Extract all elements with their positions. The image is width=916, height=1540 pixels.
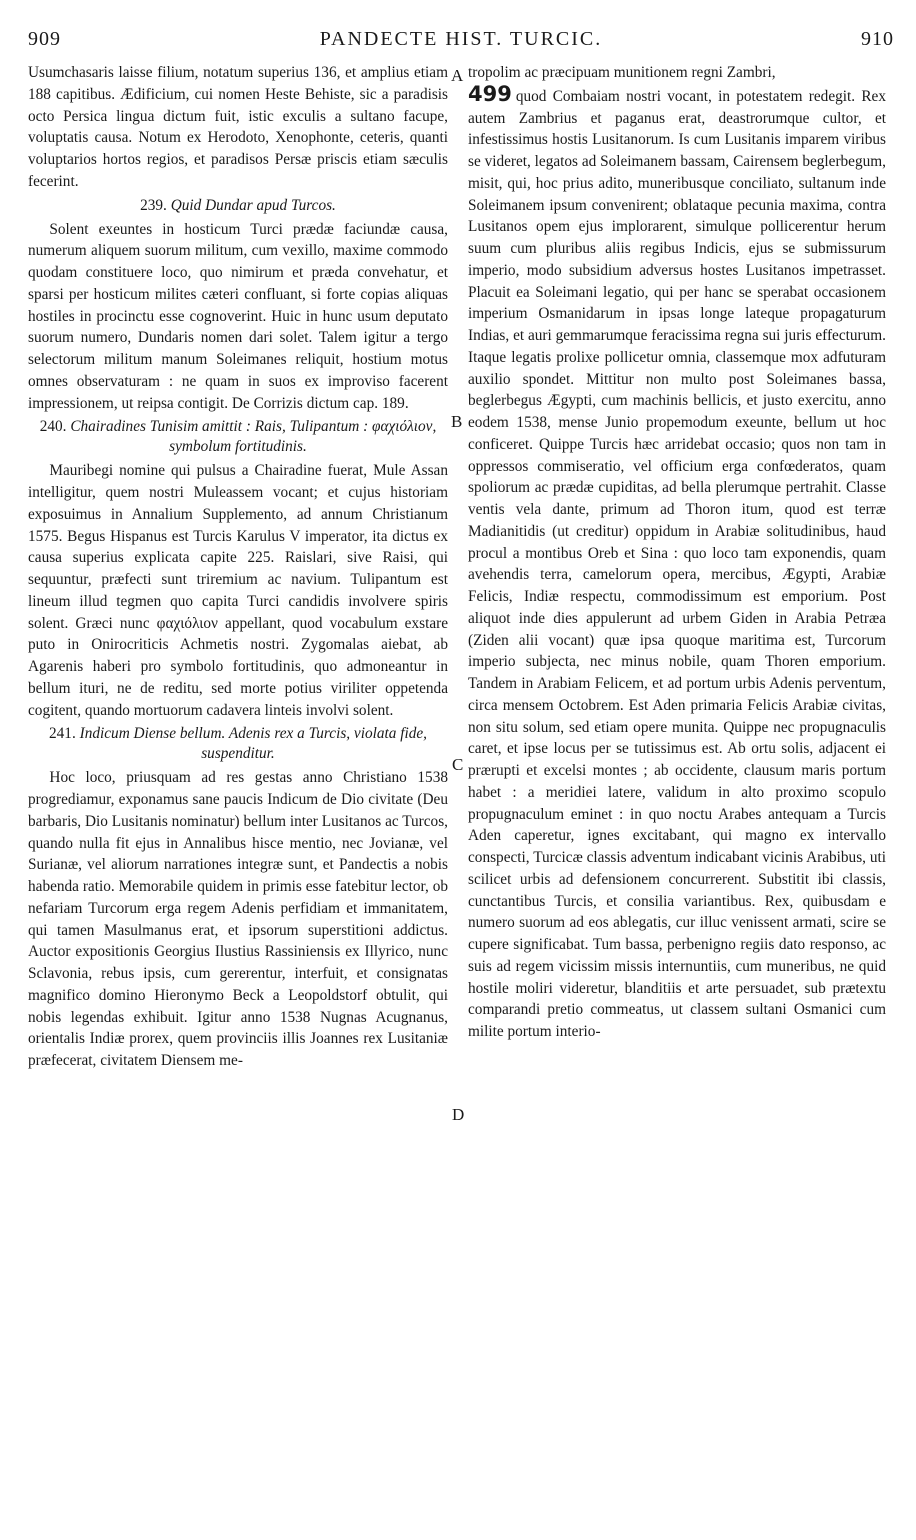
margin-letter-b: B [451,412,463,431]
running-title: PANDECTE HIST. TURCIC. [319,28,603,50]
section-title: Chairadines Tunisim amittit : Rais, Tulipantum : φαχιόλιον, symbolum fortitudinis. [70,418,437,456]
left-column [28,62,448,1072]
paragraph-text: Mauribegi nomine qui pulsus a Chairadine fuerat, Mule Assan intelligitur, quem nostri Muleassem vocant; et cujus historiam exposuimus in Annalium Supplemento, ad annum Christianum 1575. Begus Hispanus est Turcis Karulus V imperator, ita dictus ex causa superius explicata capite 225. Raislari, sive Raisi, qui sequuntur, præfecti sunt triremium ac navium. Tulipantum est lineum illud tegmen quo capita Turci candidis involvere spiris solent. Græci nunc φαχιόλιον appellant, quod vocabulum exstare puto in Onirocriticis Achmetis nostri. Zygomalas aiebat, ab Agarenis haberi pro symbolo fortitudinis, quo admoneantur in bellum ituri, ne de reditu, sed morte potius viriliter oppetenda cogitent, quando mortuorum cadavera linteis involvi solent. [28,462,448,719]
paragraph [28,62,448,193]
margin-page-number: 499 [468,81,512,106]
section-title: Indicum Diense bellum. Adenis rex a Turcis, violata fide, suspenditur. [79,725,427,763]
paragraph-text: Solent exeuntes in hosticum Turci prædæ faciundæ causa, numerum aliquem suorum militum, cum vexillo, maxime commodo quodam constituere loco, quo nimirum et præda convehatur, et sparsi per hosticum milites cæteri confluant, si forte copias aliquas hostiles in procinctu esse cognoverint. Huic in hunc usum deputato suorum numero, Dundaris nomen dari solet. Talem igitur a tergo selectorum militum manum Soleimanes reliquit, hostium motus omnes observaturam : ne quam in suos ex improviso facerent impressionem, ut reipsa contigit. De Corrizis dictum cap. 189. [28,220,448,412]
margin-letter-d: D [452,1105,465,1124]
paragraph-text: Usumchasaris laisse filium, notatum superius 136, et amplius etiam 188 capitibus. Ædificium, cui nomen Heste Behiste, sic a paradisis octo Persica lingua dictum fuit, istic exculis a sultano facupe, voluptatis causa. Notum ex Herodoto, Xenophonte, ceteris, quanti voluptarios hortos regios, et paradisos Persæ priscis etiam sæculis fecerint. [28,64,448,190]
running-header [28,28,894,58]
paragraph-text: quod Combaiam nostri vocant, in potestatem redegit. Rex autem Zambrius et paganus erat, deastrorumque cultor, et infestissimus hostis Lusitanorum. Is cum Lusitanis imparem viribus se videret, legatos ad Soleimanem bassam, Cairensem beglerbegum, misit, qui, hoc prius adito, muneribusque conciliato, sultanum inde Soleimanem ipsum convenirent; oblataque pecunia maxima, contra Lusitanos opem ejus implorarent, simulque pollicerentur herum suum cum pluribus aliis regibus Indicis, ejus se submissurum imperio, modo subsidium adversus hostes Lusitanos impetrasset. Placuit ea Soleimani legatio, qui per hanc se sperabat occasionem imperium Osmanidarum in ipsas longe lateque propagaturum Indias, et auri gemmarumque feracissima regna sui juris effecturum. Itaque legatis prolixe pollicetur omnia, classemque mox adfuturam auxilio spondet. Mittitur non multo post Soleimanes bassa, beglerbegus Ægypti, cum machinis bellicis, et justo exercitu, anno eodem 1538, mense Junio propemodum exeunte, bellum ut hoc conficeret. Quippe Turcis hæc arridebat occasio; quos non tam in oppressos commiseratio, vel officium erga confœderatos, quam spoliorum ac prædæ cupiditas, ad bella plerumque pertrahit. Classe ventis vela dante, primum ad Thoron itum, quod est terræ Madianitidis (ut creditur) oppidum in Arabiæ solitudinibus, haud procul a montibus Oreb et Sina : quo loco tam exponendis, quam avehendis terra, camelorum opera, mercibus, Ægypti, Arabiæ Felicis, Indiæ respectu, commodissimum est emporium. Post aliquot inde dies appulerunt ad urbem Giden in Arabia Petræa (Ziden alii vocant) quæ ipsa quoque maritima est, Turcorum imperio subjecta, nec minus nobile, quam Thoren emporium. Tandem in Arabiam Felicem, et ad portum urbis Adenis perventum, circa mensem Octobrem. Est Aden primaria Felicis Arabiæ civitas, non situ solum, sed etiam opere munita. Quippe nec propugnaculis caret, et ipse locus per se tutissimus est. Ab ortu solis, adjacent ei prærupti et excelsi montes ; ab occidente, clausum maris portum habet : a meridiei latere, validum in alto proximo scopulo propugnaculum eminet : in quo noctu Arabes antequam a Turcis Aden caperetur, ignes excitabant, qui magno ex intervallo conspecti, Turcicæ classis adventum indicabant vicinis Arabibus, uti scilicet urbis ad defensionem concurrerent. Substitit ibi classis, cunctantibus Turcis, et consilia variantibus. Rex, quibusdam e numero suorum ad eos ablegatis, cur illuc venissent armati, scire se cupere significabat. Tum bassa, perbenigno regiis dato responso, ac suis ad regem vicissim missis internuntiis, cum muneribus, ne quid hostile moliri videretur, blanditiis et arte persuadet, sub prætextu comparandi pretio commeatus, ut classem sultani Osmanici cum militе portum interio- [468,87,886,1040]
section-title: Quid Dundar apud Turcos. [170,196,336,214]
paragraph-text: Hoc loco, priusquam ad res gestas anno Christiano 1538 progrediamur, exponamus sane paucis Indicum de Dio civitate (Deu barbaris, Dio Lusitanis nominatur) bellum inter Lusitanos ac Turcos, quando nulla fit ejus in Annalibus hisce mentio, nec Jovianæ, vel Surianæ, vel aliorum narrationes integræ sunt, et Pandectis a nobis habenda ratio. Memorabile quidem in primis esse fatebitur lector, ob nefariam Turcorum erga regem Adenis perfidiam et immanitatem, qui tamen Masulmanus erat, et ipsorum superstitioni addictus. Auctor expositionis Georgius Ilustius Rassiniensis ex Illyrico, nunc Sclavonia, rebus ipsis, cum gererentur, interfuit, et consignatas magnifico domino Hieronymo Beck a Leopoldstorf obtulit, qui nobis legendas exhibuit. Igitur anno 1538 Nugnas Acugnanus, orientalis Indiæ prorex, quem provinciis illis Joannes rex Lusitaniæ præfecerat, civitatem Diensem me- [28,769,448,1069]
paragraph-text: tropolim ac præcipuam munitionem regni Zambri, [468,64,776,81]
section-number: 240. [39,418,67,436]
section-heading [28,196,448,216]
margin-letter-c: C [452,755,464,774]
paragraph [468,62,886,84]
paragraph [28,460,448,721]
section-heading [28,724,448,764]
page-number-right: 910 [861,28,894,50]
paragraph [28,219,448,415]
right-column [468,62,886,1043]
section-number: 239. [140,196,167,214]
section-heading [28,417,448,457]
section-number: 241. [49,725,76,743]
page-number-left: 909 [28,28,61,50]
paragraph [28,767,448,1072]
paragraph [468,81,886,1043]
margin-letter-a: A [451,66,464,85]
